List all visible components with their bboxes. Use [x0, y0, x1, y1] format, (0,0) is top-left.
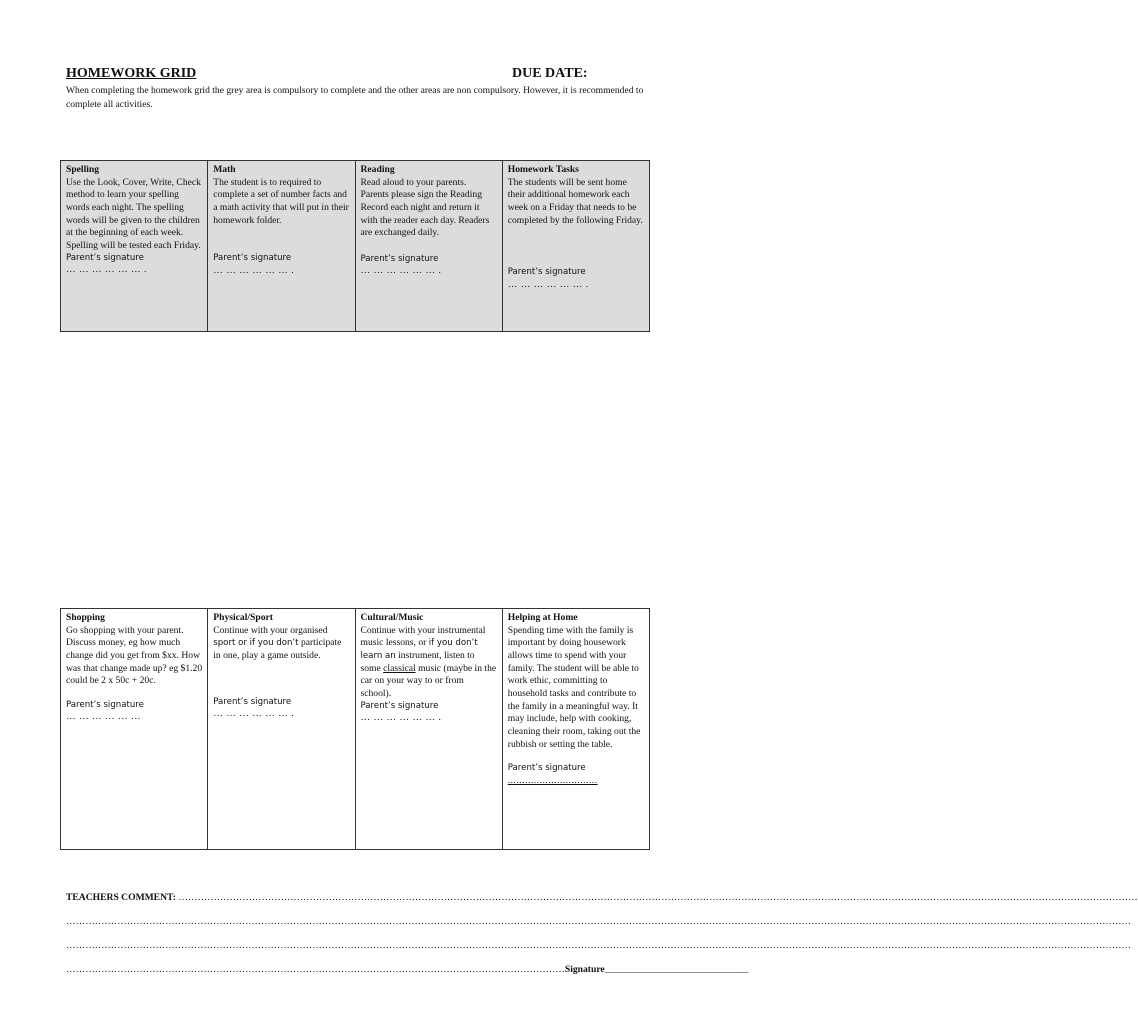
cultural-music-signature-label: Parent’s signature	[360, 700, 439, 711]
spelling-cell	[61, 161, 208, 332]
physical-sport-signature-label: Parent’s signature	[213, 696, 292, 707]
reading-cell	[355, 161, 502, 332]
teacher-comment-dots-3: ………………………………………………………………………………………………………………………………………………………………………………………………………………………………………………………………………………………………………	[66, 940, 1131, 951]
cultural-music-title: Cultural/Music	[360, 612, 424, 623]
optional-grid	[60, 608, 650, 850]
signature-line[interactable]: ______________________________	[604, 964, 749, 975]
math-title: Math	[213, 164, 236, 175]
math-text: The student is to required to complete a set of number facts and a math activity that will put in their homework folder.	[213, 176, 349, 226]
cultural-music-classical: classical	[383, 662, 416, 674]
reading-signature-line[interactable]: … … … … … … .	[360, 265, 442, 277]
signature-label: Signature	[564, 964, 605, 975]
helping-at-home-text: Spending time with the family is important by doing housework allows time to spend with your family. The student will be able to work ethic, committing to household tasks and contribute to the family in a meaningful way. It may include, help with cooking, cleaning their room, taking out the rubbish or setting the table.	[507, 624, 641, 750]
math-signature-label: Parent’s signature	[213, 253, 292, 264]
cultural-music-signature-line[interactable]: … … … … … … .	[360, 711, 442, 723]
page-title: HOMEWORK GRID	[66, 66, 197, 81]
physical-sport-text-3: participate in one, play a game outside.	[213, 637, 342, 661]
intro-text: When completing the homework grid the grey area is compulsory to complete and the other areas are non compulsory. However, it is recommended to complete all activities.	[66, 85, 644, 110]
teacher-comment-dots-2: ………………………………………………………………………………………………………………………………………………………………………………………………………………………………………………………………………………………………………	[66, 916, 1131, 927]
helping-at-home-title: Helping at Home	[507, 612, 578, 623]
shopping-cell	[61, 609, 208, 850]
reading-signature-label: Parent’s signature	[360, 253, 439, 264]
physical-sport-text-2: sport or if you don’t	[213, 638, 299, 649]
teacher-signature-row[interactable]	[66, 964, 749, 975]
reading-text: Read aloud to your parents. Parents please sign the Reading Record each night and return it with the reader each day. Readers are exchanged daily.	[360, 176, 490, 239]
physical-sport-signature-line[interactable]: … … … … … … .	[213, 707, 295, 719]
teacher-comment-line-3[interactable]	[66, 940, 1131, 951]
teacher-comment-label: TEACHERS COMMENT:	[66, 892, 176, 903]
homework-tasks-title: Homework Tasks	[507, 164, 579, 175]
teacher-comment-dots-1: …………………………………………………………………………………………………………………………………………………………………………………………………………………………………………………………………………	[178, 892, 1138, 903]
homework-tasks-cell	[502, 161, 649, 332]
cultural-music-text-2: if you don’t learn an	[360, 638, 478, 661]
spelling-text: Use the Look, Cover, Write, Check method to learn your spelling words each night. The spelling words will be given to the children at the beginning of each week. Spelling will be tested each Friday.	[66, 176, 201, 251]
shopping-title: Shopping	[66, 612, 105, 623]
homework-tasks-signature-label: Parent’s signature	[507, 267, 586, 278]
physical-sport-cell	[208, 609, 355, 850]
helping-at-home-signature-line[interactable]: ...............................	[507, 774, 598, 786]
homework-tasks-signature-line[interactable]: … … … … … … .	[507, 278, 589, 290]
spelling-signature-label: Parent’s signature	[66, 252, 144, 263]
shopping-signature-label: Parent’s signature	[66, 699, 144, 710]
teacher-comment-line-1[interactable]	[66, 892, 1138, 903]
cultural-music-text-4: music (maybe in the car on your way to or from school).	[360, 662, 497, 699]
helping-at-home-signature-label: Parent’s signature	[507, 763, 586, 774]
math-signature-line[interactable]: … … … … … … .	[213, 264, 295, 276]
due-date-label: DUE DATE:	[512, 66, 588, 81]
teacher-comment-dots-4: …………………………………………………………………………………………………………………………………………	[66, 964, 565, 975]
cultural-music-text-3: instrument, listen to some	[360, 649, 475, 674]
shopping-signature-line[interactable]: … … … … … …	[66, 711, 142, 723]
helping-at-home-cell	[502, 609, 649, 850]
cultural-music-cell	[355, 609, 502, 850]
compulsory-grid	[60, 160, 650, 332]
physical-sport-text-1: Continue with your organised	[213, 624, 328, 636]
shopping-text: Go shopping with your parent. Discuss money, eg how much change did you get from $xx. How was that change made up? eg $1.20 could be 2 x 50c + 20c.	[66, 624, 203, 687]
physical-sport-title: Physical/Sport	[213, 612, 273, 623]
spelling-title: Spelling	[66, 164, 100, 175]
teacher-comment-line-2[interactable]	[66, 916, 1131, 927]
math-cell	[208, 161, 355, 332]
reading-title: Reading	[360, 164, 395, 175]
homework-tasks-text: The students will be sent home their additional homework each week on a Friday that needs to be completed by the following Friday.	[507, 176, 643, 226]
spelling-signature-line[interactable]: … … … … … … .	[66, 263, 147, 275]
cultural-music-text-1: Continue with your instrumental music lessons, or	[360, 624, 486, 649]
